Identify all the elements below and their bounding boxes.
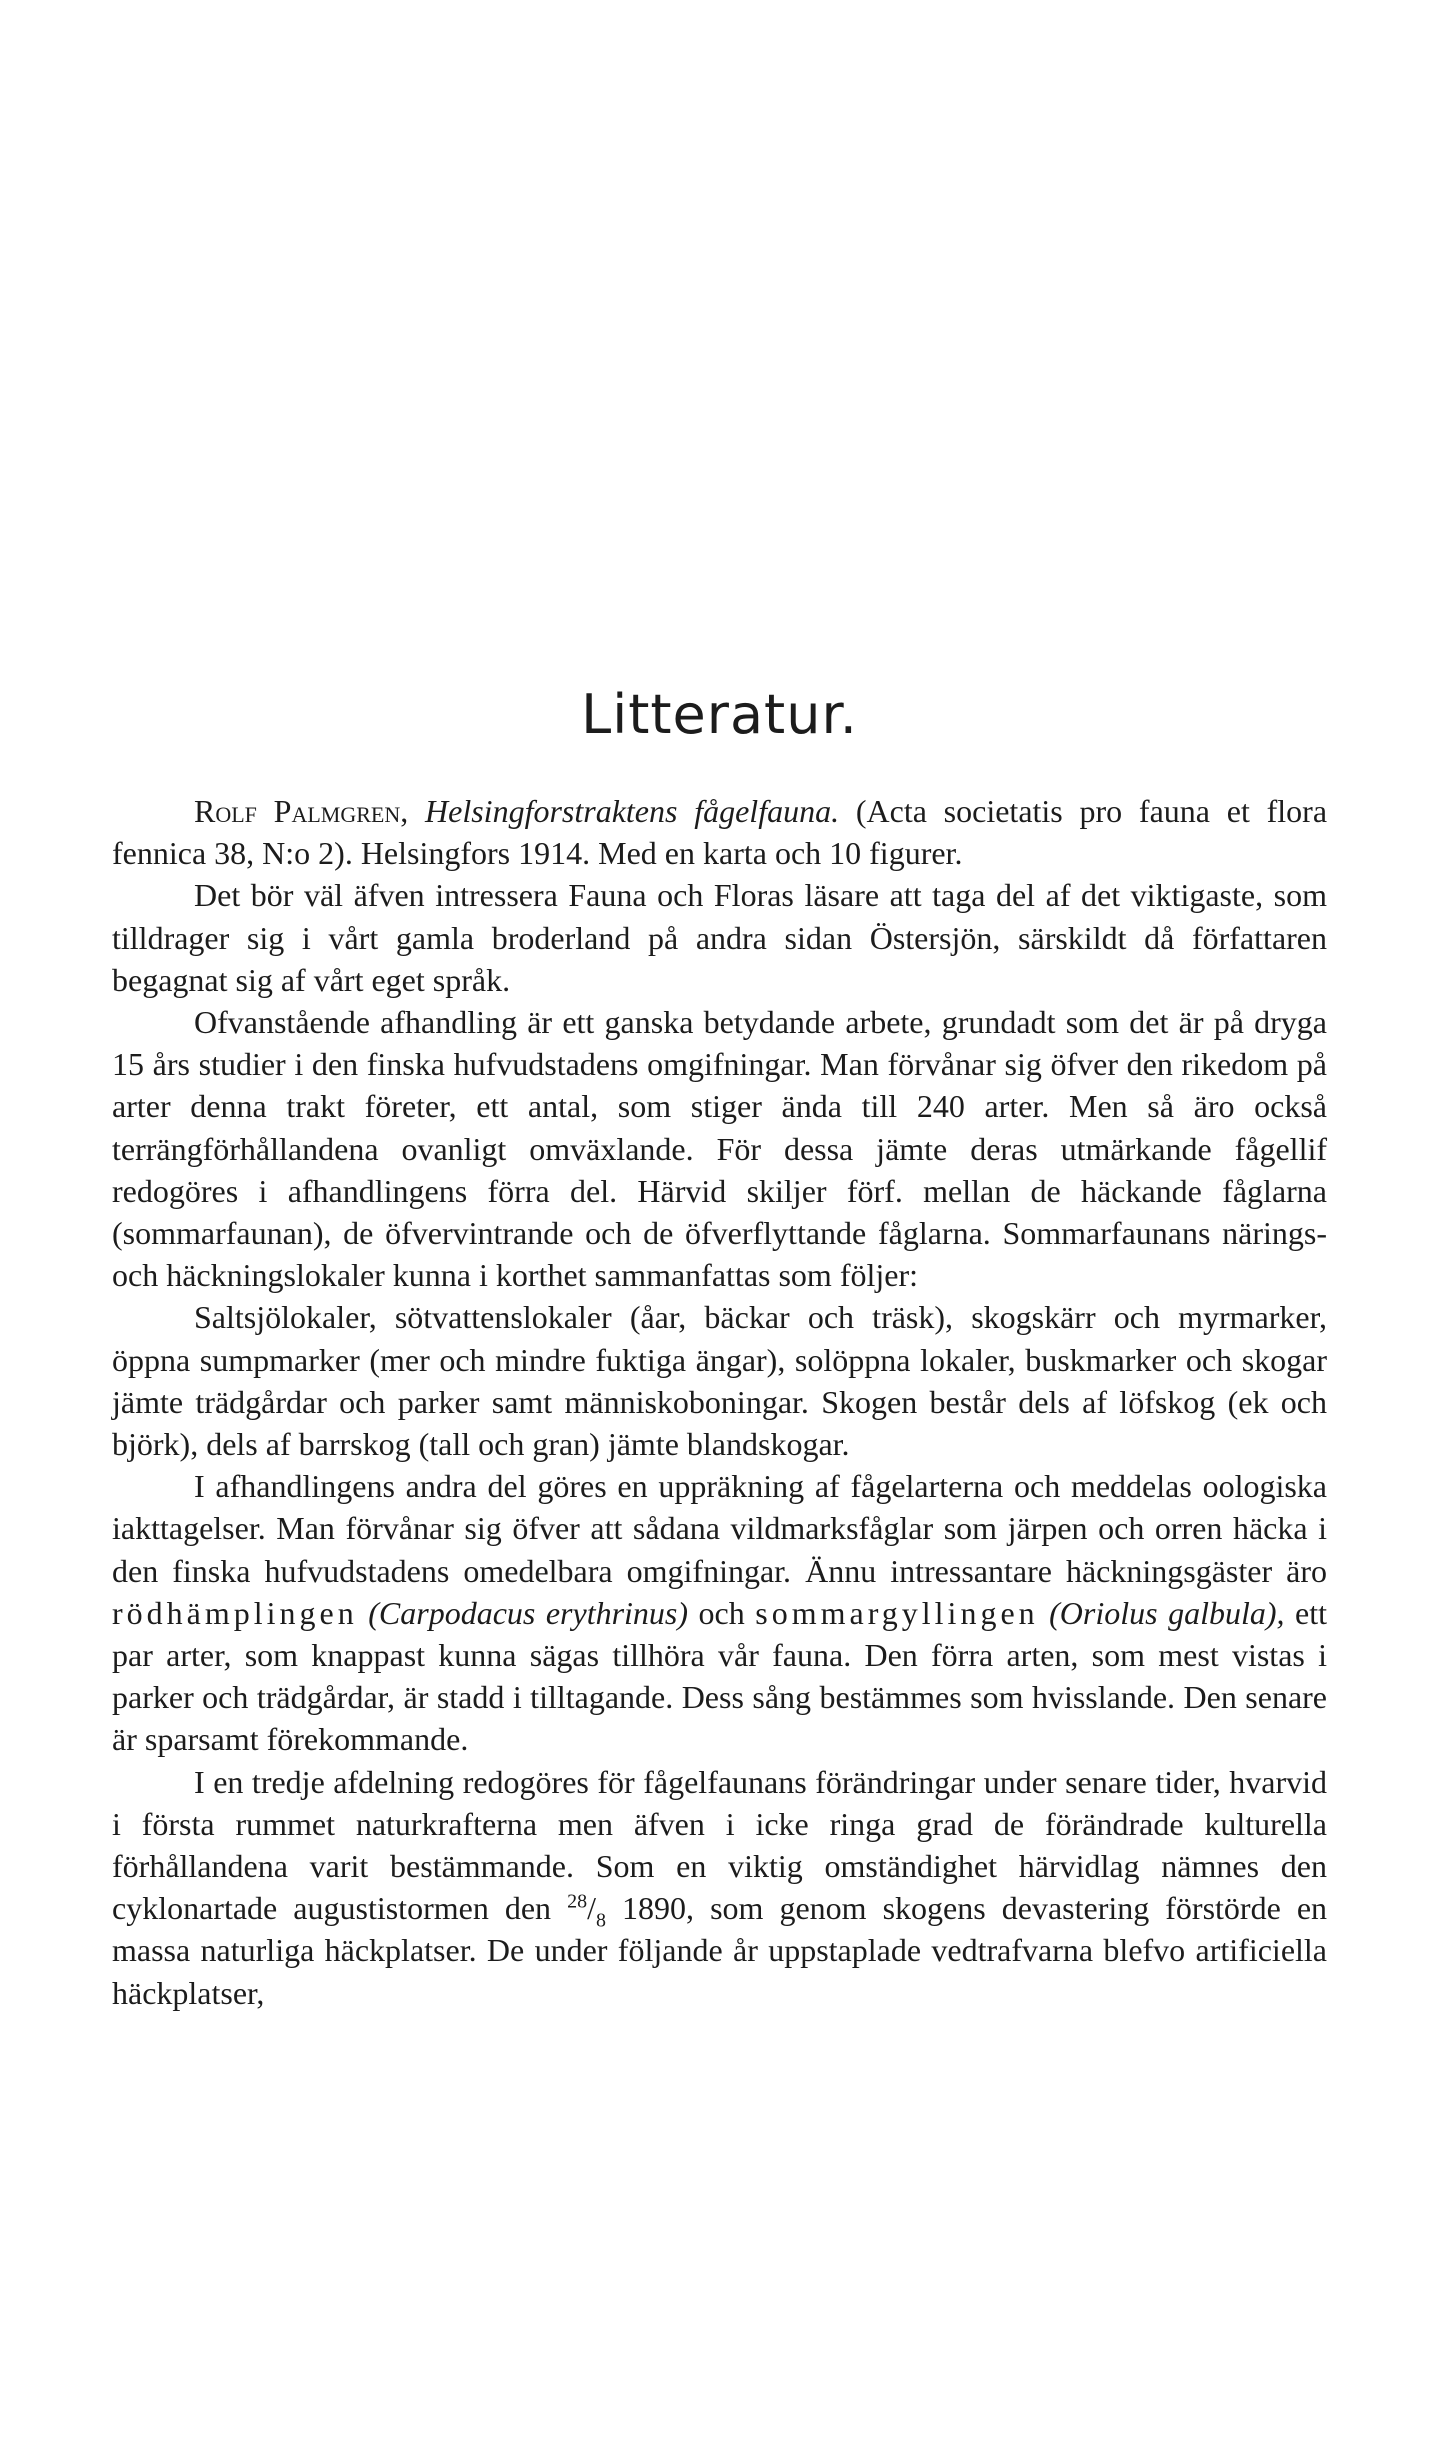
paragraph-localities: Saltsjölokaler, sötvattenslokaler (åar, bäckar och träsk), skogskärr och myrmarker, öppna sumpmarker (mer och mindre fuktiga ängar), solöppna lokaler, buskmarker och skogar jämte trädgårdar och parker samt människoboningar. Skogen består dels af löfskog (ek och björk), dels af barrskog (tall och gran) jämte blandskogar. bbox=[112, 1299, 1327, 1463]
species-text-b: och bbox=[698, 1594, 745, 1631]
paragraph-intro: Det bör väl äfven intressera Fauna och Floras läsare att taga del af det viktigaste, som tilldrager sig i vårt gamla broderland på andra sidan Östersjön, särskildt då författaren begagnat sig af vårt eget språk. bbox=[112, 877, 1327, 998]
section-heading: Litteratur. bbox=[581, 683, 858, 746]
paragraph-species bbox=[112, 1465, 1327, 1760]
species-text-a: I afhandlingens andra del göres en uppräkning af fågelarterna och meddelas oologiska iakttagelser. Man förvånar sig öfver att sådana vildmarksfåglar som järpen och orren häcka i den finska hufvudstadens omedelbara omgifningar. Ännu intressantare häckningsgäster äro bbox=[112, 1468, 1327, 1589]
species-text-c: ett par arter, som knappast kunna sägas tillhöra vår fauna. Den förra arten, som mest vistas i parker och trädgårdar, är stadd i tilltagande. Dess sång bestämmes som hvisslande. Den senare är sparsamt förekommande. bbox=[112, 1594, 1328, 1758]
review-body bbox=[112, 790, 1327, 2014]
citation-paragraph bbox=[112, 790, 1327, 874]
citation-details: (Acta societatis pro fauna et flora fennica 38, N:o 2). Helsingfors 1914. Med en karta och 10 figurer. bbox=[112, 793, 1328, 872]
species-latin-1: (Carpodacus erythrinus) bbox=[368, 1594, 689, 1631]
date-numerator: 28 bbox=[567, 1890, 588, 1913]
species-name-2: sommargyllingen bbox=[755, 1594, 1039, 1631]
changes-text-b: 1890, som genom skogens devastering förstörde en massa naturliga häckplatser. De under följande år uppstaplade vedtrafvarna blefvo artificiella häckplatser, bbox=[112, 1890, 1328, 2011]
species-latin-2: (Oriolus galbula), bbox=[1049, 1594, 1285, 1631]
paragraph-changes: I en tredje afdelning redogöres för fågelfaunans förändringar under senare tider, hvarvid i första rummet naturkrafterna men äfven i icke ringa grad de förändrade kulturella förhållandena varit bestämmande. Som en viktig omständighet härvidlag nämnes den cyklonartade augustistormen den $^{28}/_8$ 1890, som genom skogens devastering förstörde en massa naturliga häckplatser. De under följande år uppstaplade vedtrafvarna blefvo artificiella häckplatser, bbox=[112, 1763, 1328, 2011]
citation-author: Rolf Palmgren, bbox=[194, 793, 409, 829]
date-denominator: 8 bbox=[596, 1909, 606, 1932]
citation-title: Helsingforstraktens fågelfauna. bbox=[425, 793, 840, 829]
paragraph-overview: Ofvanstående afhandling är ett ganska betydande arbete, grundadt som det är på dryga 15 års studier i den finska hufvudstadens omgifningar. Man förvånar sig öfver den rikedom på arter denna trakt företer, ett antal, som stiger ända till 240 arter. Men så äro också terrängförhållandena ovanligt omväxlande. För dessa jämte deras utmärkande fågellif redogöres i afhandlingens förra del. Härvid skiljer förf. mellan de häckande fåglarna (sommarfaunan), de öfvervintrande och de öfverflyttande fåglarna. Sommarfaunans närings- och häckningslokaler kunna i korthet sammanfattas som följer: bbox=[112, 1004, 1327, 1294]
species-name-1: rödhämplingen bbox=[112, 1594, 358, 1631]
changes-text-a: I en tredje afdelning redogöres för fågelfaunans förändringar under senare tider, hvarvid i första rummet naturkrafterna men äfven i icke ringa grad de förändrade kulturella förhållandena varit bestämmande. Som en viktig omständighet härvidlag nämnes den cyklonartade augustistormen den bbox=[112, 1763, 1327, 1927]
